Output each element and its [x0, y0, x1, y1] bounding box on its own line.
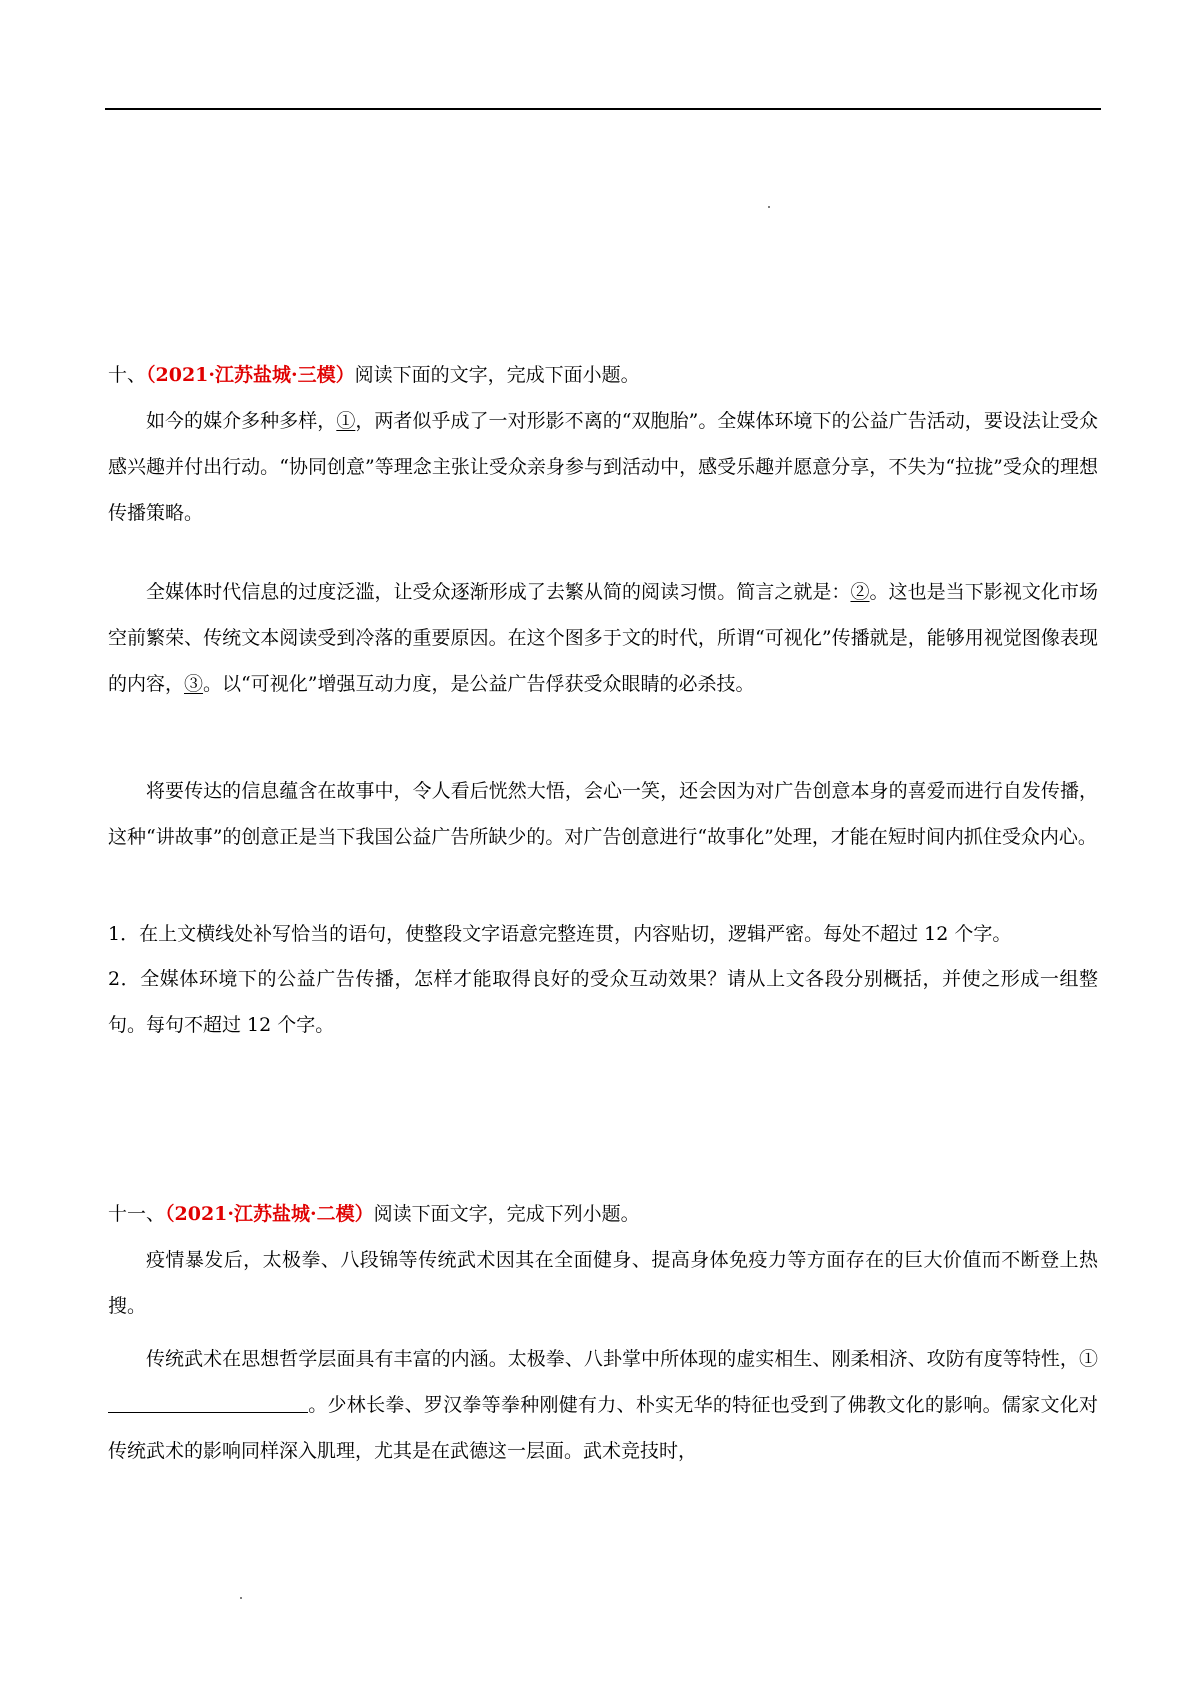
- q11-paragraph-2: 传统武术在思想哲学层面具有丰富的内涵。太极拳、八卦掌中所体现的虚实相生、刚柔相济、攻防有度等特性，①。少林长拳、罗汉拳等拳种刚健有力、朴实无华的特征也受到了佛教文化的影响。儒家文化对传统武术的影响同样深入肌理，尤其是在武德这一层面。武术竞技时，: [108, 1348, 1098, 1462]
- question-source-tag: （2021·江苏盐城·三模）: [146, 364, 355, 386]
- q10-paragraph-1: 如今的媒介多种多样，①，两者似乎成了一对形影不离的“双胞胎”。全媒体环境下的公益广告活动，要设法让受众感兴趣并付出行动。“协同创意”等理念主张让受众亲身参与到活动中，感受乐趣并愿意分享，不失为“拉拢”受众的理想传播策略。: [108, 410, 1098, 524]
- question-11-title: [108, 1200, 640, 1228]
- header-rule: [105, 108, 1101, 110]
- speck: [768, 206, 770, 208]
- q10-item-2: 2．全媒体环境下的公益广告传播，怎样才能取得良好的受众互动效果？请从上文各段分别概括，并使之形成一组整句。每句不超过 12 个字。: [108, 968, 1098, 1036]
- fill-in-blank: [108, 1394, 308, 1413]
- question-number: 十一、: [108, 1203, 166, 1225]
- question-source-tag: （2021·江苏盐城·二模）: [165, 1203, 374, 1225]
- blank-marker-3: ③: [184, 673, 204, 695]
- q10-paragraph-3: 将要传达的信息蕴含在故事中，令人看后恍然大悟，会心一笑，还会因为对广告创意本身的喜爱而进行自发传播，这种“讲故事”的创意正是当下我国公益广告所缺少的。对广告创意进行“故事化”处理，才能在短时间内抓住受众内心。: [108, 780, 1098, 848]
- blank-marker-1: ①: [1078, 1348, 1098, 1370]
- q10-item-1: 1．在上文横线处补写恰当的语句，使整段文字语意完整连贯，内容贴切，逻辑严密。每处不超过 12 个字。: [108, 923, 1012, 945]
- blank-marker-2: ②: [850, 581, 870, 603]
- speck: [240, 1597, 242, 1599]
- question-instruction: 阅读下面文字，完成下列小题。: [373, 1203, 640, 1225]
- question-10-title: [108, 361, 640, 389]
- blank-marker-1: ①: [336, 410, 356, 432]
- question-instruction: 阅读下面的文字，完成下面小题。: [354, 364, 640, 386]
- q11-paragraph-1: 疫情暴发后，太极拳、八段锦等传统武术因其在全面健身、提高身体免疫力等方面存在的巨大价值而不断登上热搜。: [108, 1249, 1098, 1317]
- q10-paragraph-2: 全媒体时代信息的过度泛滥，让受众逐渐形成了去繁从简的阅读习惯。简言之就是：②。这也是当下影视文化市场空前繁荣、传统文本阅读受到冷落的重要原因。在这个图多于文的时代，所谓“可视化”传播就是，能够用视觉图像表现的内容，③。以“可视化”增强互动力度，是公益广告俘获受众眼睛的必杀技。: [108, 581, 1098, 695]
- question-number: 十、: [108, 364, 147, 386]
